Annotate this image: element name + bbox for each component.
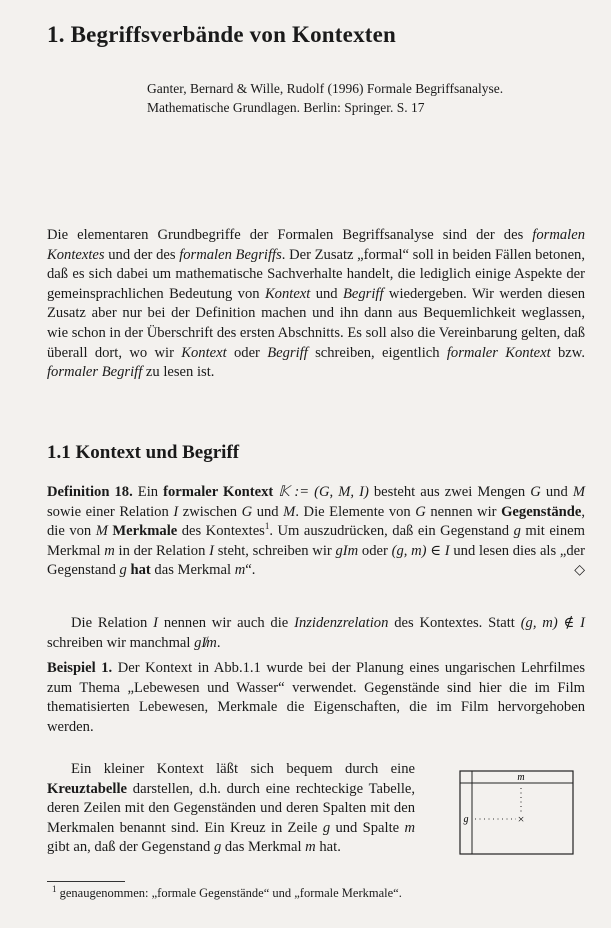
intro-emphasis: Begriff <box>342 285 384 302</box>
def-math: M <box>95 523 108 540</box>
section-title: Kontext und Begriff <box>75 442 240 463</box>
intro-text: Die elementaren Grundbegriffe der Formalen Begriffsanalyse sind der des <box>47 227 533 243</box>
intro-text: . Der Zusatz „formal“ soll in beiden Fällen betonen, daß es sich dabei um mathematische Sachverhalte handelt, die lediglich einige Aspekte der gemeinsprachlichen Bedeutung von <box>47 246 585 302</box>
def-math: m <box>104 542 115 559</box>
def-text: das Merkmal <box>150 562 235 579</box>
kreuz-math: g <box>213 839 222 856</box>
def-math: gIm <box>335 542 359 559</box>
def-text: , die von <box>47 503 585 540</box>
def-text: steht, schreiben wir <box>214 542 336 559</box>
def-term: hat <box>130 562 151 579</box>
remark-math: I <box>153 615 159 631</box>
citation-line-2: Mathematische Grundlagen. Berlin: Springer. S. 17 <box>147 100 425 115</box>
footnote-number: 1 <box>52 883 57 894</box>
example-label: Beispiel 1. <box>47 660 113 676</box>
def-math: M <box>283 503 296 520</box>
intro-emphasis: formaler Begriff <box>47 364 143 381</box>
intro-text: schreiben, eigentlich <box>307 344 447 361</box>
def-math: g <box>513 523 521 540</box>
def-math: M <box>572 484 586 500</box>
def-text: . Die Elemente von <box>295 503 416 520</box>
section-heading <box>47 442 239 464</box>
def-math: 𝕂 := (G, M, I) <box>273 484 369 500</box>
example-paragraph <box>47 659 585 737</box>
def-text: des Kontextes <box>177 523 265 540</box>
kreuz-text: hat. <box>315 839 341 856</box>
def-text: und <box>540 484 573 500</box>
intro-emphasis: formalen Begriffs <box>179 246 282 263</box>
chapter-title: Begriffsverbände von Kontexten <box>70 22 397 47</box>
def-term: Gegenstände <box>501 503 582 520</box>
footnote <box>52 885 572 901</box>
remark-text: nennen wir auch die <box>158 615 295 631</box>
remark-text: des Kontextes. Statt <box>388 615 521 631</box>
kreuz-math: g <box>322 819 331 836</box>
def-text: und <box>252 503 284 520</box>
remark-emphasis: Inzidenzrelation <box>294 615 389 631</box>
intro-text: oder <box>226 344 268 361</box>
chapter-heading <box>47 22 396 48</box>
remark-math: gI̸m <box>194 634 217 651</box>
def-math: m <box>234 562 246 579</box>
def-text: “. <box>245 562 256 579</box>
def-text: zwischen <box>178 503 242 520</box>
kreuztabelle-paragraph <box>47 760 415 858</box>
remark-text: Die Relation <box>71 615 154 631</box>
def-term: Merkmale <box>112 523 178 540</box>
citation <box>147 79 577 117</box>
intro-text: und <box>310 285 343 302</box>
def-math: G <box>241 503 253 520</box>
kreuz-text: und Spalte <box>330 819 405 836</box>
intro-emphasis: formalen Kontextes <box>47 227 585 263</box>
intro-text: wiedergeben. Wir werden diesen Zusatz aber nur bei der Definition machen und ihn dann aus Bequemlichkeit weglassen, wie schon in der Überschrift des ersten Abschnitts. Es soll also die Vereinbarung gelten, daß überall dort, wo wir <box>47 285 586 361</box>
column-label-m: m <box>517 772 525 783</box>
cross-mark-icon: × <box>517 812 525 826</box>
def-math: g <box>119 562 127 579</box>
footnote-text: genaugenommen: „formale Gegenstände“ und „formale Merkmale“. <box>56 886 402 900</box>
intro-emphasis: formaler Kontext <box>446 344 551 361</box>
def-text: in der Relation <box>114 542 210 559</box>
intro-emphasis: Begriff <box>267 344 308 361</box>
kreuz-math: m <box>305 839 316 856</box>
footnote-marker: 1 <box>264 521 270 532</box>
footnote-rule <box>47 881 125 882</box>
def-math: I <box>173 503 179 520</box>
kreuz-text: das Merkmal <box>221 839 306 856</box>
def-term: formaler Kontext <box>163 484 274 500</box>
end-of-definition-icon: ◇ <box>574 563 585 579</box>
example-text: Der Kontext in Abb.1.1 wurde bei der Planung eines ungarischen Lehrfilmes zum Thema „Lebewesen und Wasser“ verwendet. Gegenstände sind hier die im Film thematisierten Lebewesen, Merkmale die Eigenschaften, die im Film hervorgehoben werden. <box>47 660 585 735</box>
citation-line-1: Ganter, Bernard & Wille, Rudolf (1996) Formale Begriffsanalyse. <box>147 81 504 96</box>
remark-paragraph <box>47 614 585 653</box>
intro-paragraph <box>47 226 585 383</box>
kreuz-math: m <box>404 819 415 836</box>
kreuz-term: Kreuztabelle <box>47 780 127 797</box>
def-text: . Um auszudrücken, daß ein Gegenstand <box>269 523 514 540</box>
section-number: 1.1 <box>47 442 71 463</box>
remark-text: schreiben wir manchmal <box>47 634 195 651</box>
def-text: Ein <box>132 484 164 500</box>
kreuz-text: gibt an, daß der Gegenstand <box>47 839 214 856</box>
remark-text: . <box>216 634 221 651</box>
def-text: nennen wir <box>425 503 502 520</box>
def-text: besteht aus zwei Mengen <box>368 484 531 500</box>
remark-math: (g, m) ∉ I <box>520 615 585 631</box>
def-text: oder <box>358 542 392 559</box>
intro-emphasis: Kontext <box>181 344 227 361</box>
def-math: G <box>530 484 541 500</box>
kreuz-text: Ein kleiner Kontext läßt sich bequem durch eine <box>71 761 415 777</box>
cross-table-diagram <box>459 770 575 856</box>
kreuz-text: darstellen, d.h. durch eine rechteckige Tabelle, deren Zeilen mit den Gegenständen und deren Spalten mit den Merkmalen benannt sind. Ein Kreuz in Zeile <box>47 780 415 836</box>
def-math: I <box>209 542 214 559</box>
intro-text: bzw. <box>550 344 585 361</box>
def-text: und lesen dies als „der Gegenstand <box>47 542 586 579</box>
chapter-number: 1. <box>47 22 65 47</box>
definition-label: Definition 18. <box>47 484 133 500</box>
def-math: (g, m) ∈ I <box>391 542 450 559</box>
row-label-g: g <box>463 814 469 825</box>
intro-text: und der des <box>104 246 180 263</box>
def-text: mit einem Merkmal <box>47 523 585 559</box>
intro-emphasis: Kontext <box>264 285 311 302</box>
intro-text: zu lesen ist. <box>142 364 215 381</box>
definition-paragraph <box>47 483 585 581</box>
def-math: G <box>415 503 426 520</box>
def-text: sowie einer Relation <box>47 503 174 520</box>
